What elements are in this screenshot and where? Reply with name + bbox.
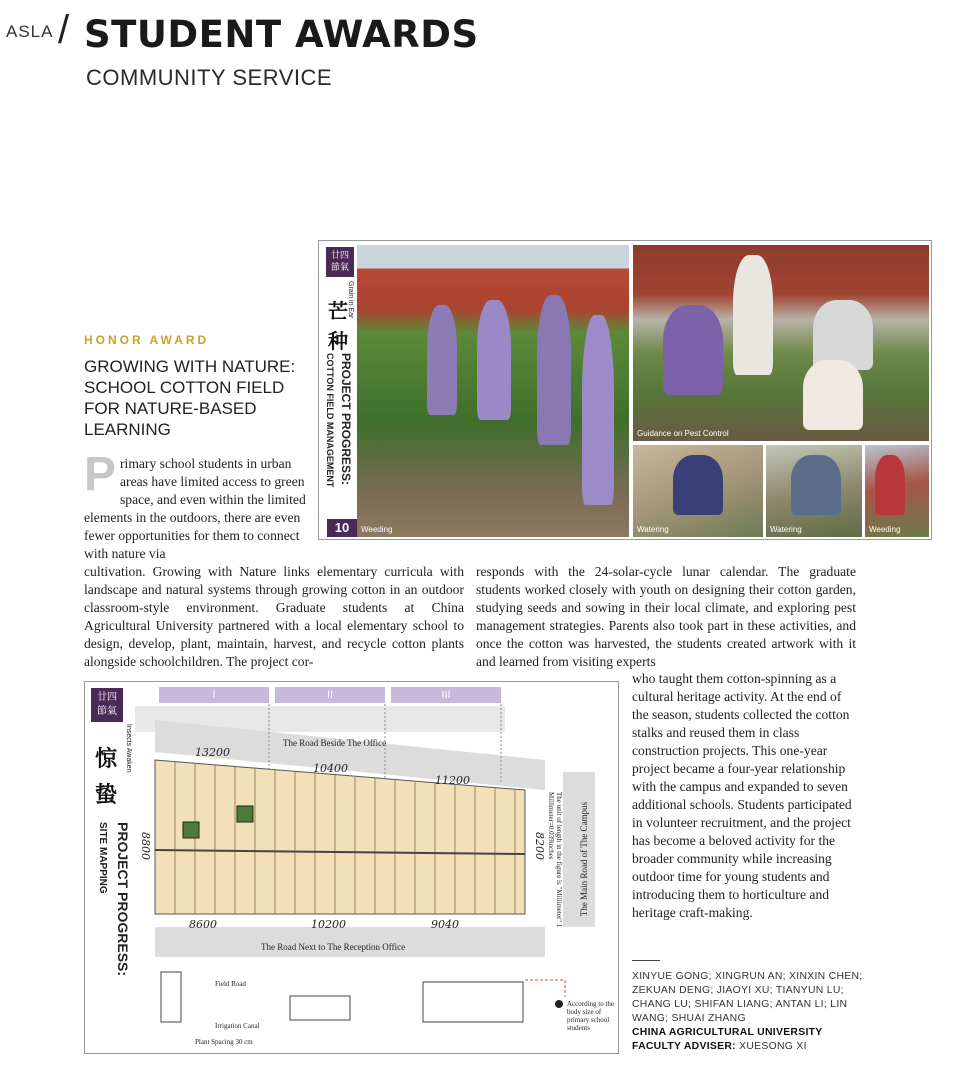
- solar-term-char-2: 种: [328, 329, 348, 353]
- progress-title: PROJECT PROGRESS:: [339, 353, 353, 486]
- article-column-2: responds with the 24-solar-cycle lunar calendar. The graduate students worked closely with youth on designing their cotton garden, studying seeds and sowing in their local climate, and exploring pest management strategies. Parents also took part in these activities, and once the cotton was harvested, the students created artwork with it and learned from visiting experts: [476, 564, 856, 669]
- dim-top-3: 11200: [435, 774, 470, 787]
- solar-term-char-1: 惊: [95, 747, 118, 772]
- road-label-right: The Main Road of The Campus: [579, 802, 589, 917]
- solar-term-english: Grain in Ear: [347, 281, 354, 319]
- solar-term-char-2: 蛰: [95, 783, 118, 808]
- article-intro: [84, 448, 306, 563]
- dim-bottom-2: 10200: [311, 918, 346, 931]
- photo-panel-strip: [323, 245, 357, 537]
- solar-term-english: Insects Awaken: [125, 724, 132, 773]
- dim-bottom-1: 8600: [189, 918, 217, 931]
- solar-term-seal: 廿四 節氣: [326, 247, 354, 277]
- team-names: XINYUE GONG; XINGRUN AN; XINXIN CHEN; ZEKUAN DENG; JIAOYI XU; TIANYUN LU; CHANG LU; SHIFAN LIANG; ANTAN LI; LIN WANG; SHUAI ZHANG: [632, 971, 863, 1024]
- photo-caption: Guidance on Pest Control: [637, 429, 729, 438]
- photo-caption: Watering: [637, 525, 669, 534]
- award-level: HONOR AWARD: [84, 333, 210, 347]
- photo-caption: Weeding: [869, 525, 901, 534]
- brand-label: ASLA: [6, 22, 54, 41]
- page-number-badge: 10: [327, 519, 357, 537]
- dim-left: 8800: [139, 832, 152, 860]
- project-title: GROWING WITH NATURE: SCHOOL COTTON FIELD FOR NATURE-BASED LEARNING: [84, 357, 296, 439]
- solar-term-char-1: 芒: [328, 299, 348, 323]
- zone-tab-1: I: [159, 687, 269, 703]
- road-label-bottom: The Road Next to The Reception Office: [261, 942, 406, 952]
- photo-panel: [318, 240, 932, 540]
- solar-term-seal: 廿四 節氣: [91, 688, 123, 722]
- legend-spacing: Plant Spacing 30 cm: [195, 1038, 253, 1046]
- photo-pest-guidance: [633, 245, 929, 441]
- legend-field-road: Field Road: [215, 980, 246, 988]
- photo-weeding: [357, 245, 629, 537]
- dim-top-1: 13200: [195, 746, 230, 759]
- photo-weeding-2: [865, 445, 929, 537]
- progress-subtitle: COTTON FIELD MANAGEMENT: [325, 353, 335, 488]
- category-title: COMMUNITY SERVICE: [86, 65, 333, 90]
- photo-caption: Watering: [770, 525, 802, 534]
- adviser-name: XUESONG XI: [739, 1041, 807, 1052]
- adviser-label: FACULTY ADVISER:: [632, 1041, 736, 1052]
- school-name: CHINA AGRICULTURAL UNIVERSITY: [632, 1027, 823, 1038]
- dim-bottom-3: 9040: [431, 918, 459, 931]
- title-slash: /: [58, 8, 70, 52]
- photo-watering-2: [766, 445, 862, 537]
- photo-caption: Weeding: [361, 525, 393, 534]
- drop-cap: P: [84, 448, 117, 501]
- photo-watering-1: [633, 445, 763, 537]
- article-paragraph-start: rimary school students in urban areas have limited access to green space, and even within the limited elements in the outdoors, there are even fewer opportunities for them to connect with nature via: [84, 456, 306, 561]
- road-label-top: The Road Beside The Office: [283, 738, 387, 748]
- legend-person-note: According to the body size of primary school students: [567, 1000, 615, 1032]
- site-map-panel: [84, 681, 619, 1054]
- dim-top-2: 10400: [313, 762, 348, 775]
- legend-irrigation: Irrigation Canal: [215, 1022, 260, 1030]
- unit-note: The unit of length in the figure is "Millimeter" 1 Millimeter=0.039inches: [547, 792, 563, 928]
- credits-divider: [632, 960, 660, 961]
- zone-tab-3: III: [391, 687, 501, 703]
- progress-title: PROJECT PROGRESS:: [115, 822, 131, 977]
- article-column-2-narrow: who taught them cotton-spinning as a cultural heritage activity. At the end of the season, students collected the cotton stalks and reused them in class construction projects. This one-year project became a four-year relationship with the campus and expanded to seven additional schools. Students participated in volunteer recruitment, and the project has become a beloved activity for the broader community while increasing outdoor time for young students and introducing them to horticulture and heritage craft-making.: [632, 671, 852, 920]
- progress-subtitle: SITE MAPPING: [97, 822, 108, 894]
- credits: [632, 970, 872, 1054]
- zone-tab-2: II: [275, 687, 385, 703]
- page-title: STUDENT AWARDS: [84, 13, 479, 56]
- dim-right: 8200: [533, 832, 546, 860]
- article-column-1: cultivation. Growing with Nature links elementary curricula with landscape and natural systems through growing cotton in an outdoor classroom-style environment. Graduate students at China Agricultural University partnered with a local elementary school to design, develop, plant, maintain, harvest, and recycle cotton plants alongside schoolchildren. The project cor-: [84, 564, 464, 669]
